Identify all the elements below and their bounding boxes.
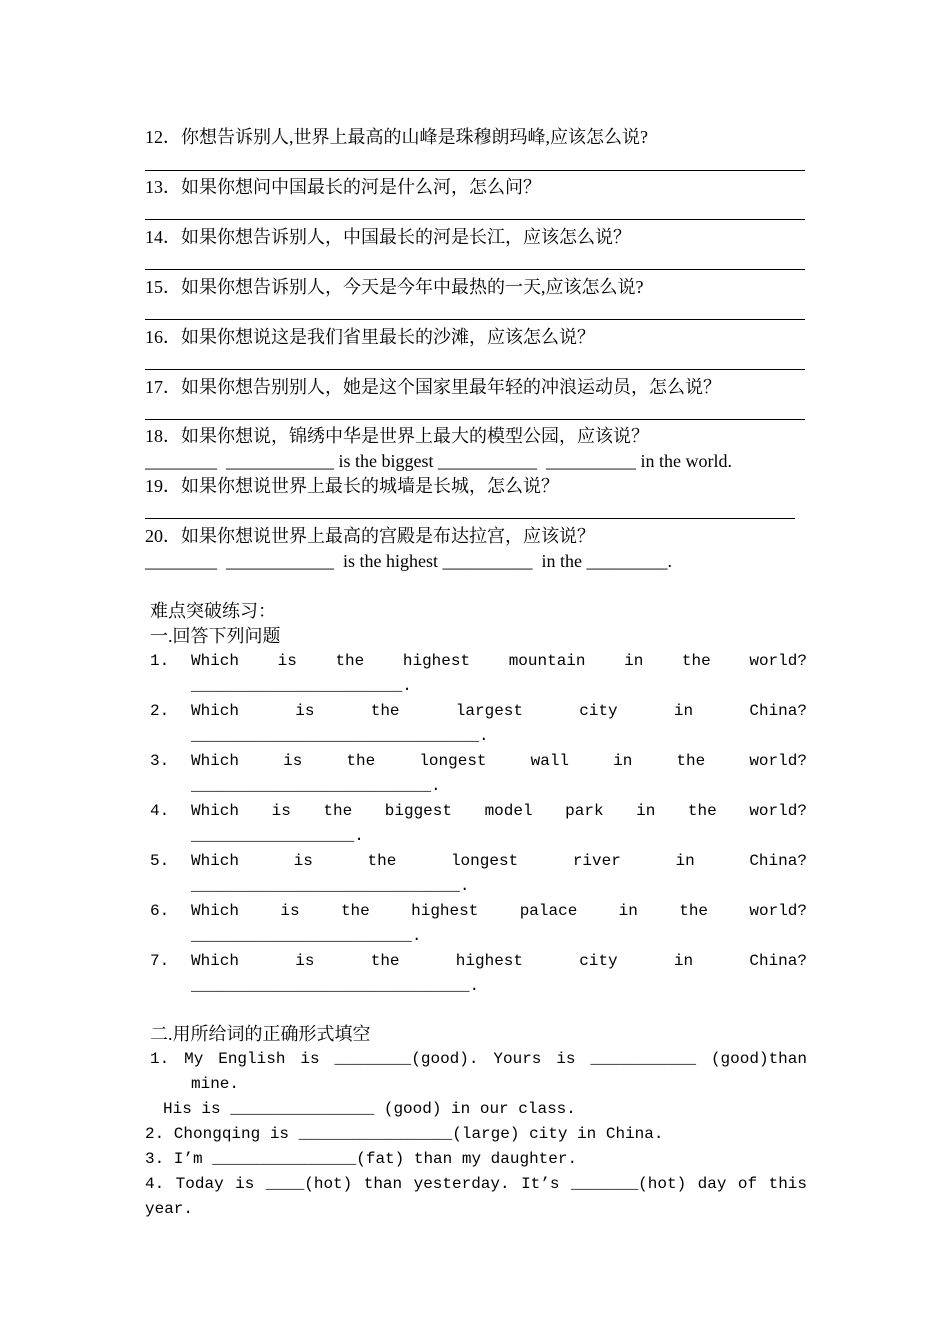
answer-line-13[interactable] [145,219,805,220]
question-word: China? [749,702,807,720]
question-word: Which [191,902,240,920]
question-word: the [367,852,397,870]
section2-line-3[interactable]: 2. Chongqing is ________________(large) city in China. [145,1125,664,1143]
section2-line-1b: mine. [191,1075,240,1093]
section1-item-number: 7. [150,952,170,970]
question-19: 19．如果你想说世界上最长的城墙是长城，怎么说？ [145,476,559,496]
fill-in-20[interactable]: ________ ____________ is the highest __________ in the _________. [145,551,672,571]
question-word: in [673,702,694,720]
section2-title: 二.用所给词的正确形式填空 [150,1024,371,1044]
section2-line-1: 1. My English is ________(good). Yours is ___________ (good)than [150,1050,807,1068]
question-word: the [681,652,711,670]
fill-in-18[interactable]: ________ ____________ is the biggest ___________ __________ in the world. [145,451,732,471]
section1-item-number: 6. [150,902,170,920]
answer-line-14[interactable] [145,269,805,270]
answer-line-15[interactable] [145,319,805,320]
question-word: is [277,652,297,670]
section1-title: 一.回答下列问题 [150,626,281,646]
difficulty-title: 难点突破练习： [150,601,276,621]
section1-item-number: 1. [150,652,170,670]
question-word: world? [749,752,807,770]
question-word: Which [191,652,240,670]
question-word: world? [749,802,807,820]
question-word: palace [519,902,578,920]
question-word: is [295,702,315,720]
question-15: 15．如果你想告诉别人，今天是今年中最热的一天,应该怎么说? [145,277,644,297]
section1-question-text [191,750,807,772]
question-word: Which [191,852,240,870]
question-word: the [346,752,376,770]
question-word: is [295,952,315,970]
question-word: biggest [384,802,452,820]
blank-hot-1[interactable]: ____(hot) [265,1175,353,1193]
question-word: is [293,852,313,870]
question-word: China? [749,852,807,870]
question-word: in [675,852,695,870]
answer-blank[interactable]: _____________________________. [191,977,480,995]
question-word: in [673,952,694,970]
question-17: 17．如果你想告别别人，她是这个国家里最年轻的冲浪运动员，怎么说？ [145,377,721,397]
question-word: longest [450,852,519,870]
question-word: the [370,952,400,970]
question-word: highest [455,952,523,970]
section1-item-number: 4. [150,802,170,820]
section1-question-text [191,650,807,672]
section2-line-5: 4. Today is ____(hot) than yesterday. It’s _______(hot) day of this [145,1175,807,1193]
answer-blank[interactable]: _______________________. [191,927,422,945]
question-12: 12．你想告诉别人,世界上最高的山峰是珠穆朗玛峰,应该怎么说? [145,127,648,147]
section1-question-text [191,700,807,722]
question-word: in [613,752,633,770]
section1-item-number: 5. [150,852,170,870]
question-13: 13．如果你想问中国最长的河是什么河，怎么问？ [145,177,541,197]
question-word: in [618,902,638,920]
question-word: is [280,902,300,920]
section2-line-5b: year. [145,1200,194,1218]
question-18: 18．如果你想说，锦绣中华是世界上最大的模型公园，应该说？ [145,426,649,446]
question-word: largest [455,702,523,720]
blank-good-2[interactable]: ___________ [590,1050,697,1068]
answer-line-16[interactable] [145,369,805,370]
question-word: city [579,952,618,970]
answer-blank[interactable]: _________________________. [191,777,441,795]
answer-line-17[interactable] [145,419,805,420]
question-word: the [340,902,370,920]
question-word: world? [749,652,807,670]
section1-question-text [191,800,807,822]
question-word: is [271,802,291,820]
question-word: in [636,802,656,820]
section1-item-number: 3. [150,752,170,770]
question-word: the [687,802,717,820]
question-20: 20．如果你想说世界上最高的宫殿是布达拉宫，应该说？ [145,526,595,546]
question-word: Which [191,952,240,970]
question-word: longest [419,752,487,770]
question-word: mountain [508,652,586,670]
question-word: the [679,902,709,920]
question-16: 16．如果你想说这是我们省里最长的沙滩，应该怎么说？ [145,327,595,347]
question-word: wall [530,752,570,770]
answer-blank[interactable]: ______________________. [191,677,412,695]
question-word: the [676,752,706,770]
section1-item-number: 2. [150,702,170,720]
answer-blank[interactable]: _________________. [191,827,364,845]
question-word: highest [411,902,479,920]
question-word: China? [749,952,807,970]
blank-good-1[interactable]: ________(good). [334,1050,479,1068]
answer-line-12[interactable] [145,170,805,171]
question-word: in [624,652,644,670]
question-word: is [283,752,303,770]
question-word: the [370,702,400,720]
section2-line-4[interactable]: 3. I’m _______________(fat) than my daughter. [145,1150,578,1168]
answer-blank[interactable]: ____________________________. [191,877,470,895]
question-word: highest [402,652,471,670]
question-word: model [484,802,533,820]
question-word: park [565,802,604,820]
answer-line-19[interactable] [145,518,795,519]
question-word: world? [749,902,807,920]
section2-line-2[interactable]: His is _______________ (good) in our class. [163,1100,576,1118]
question-word: the [323,802,353,820]
question-14: 14．如果你想告诉别人，中国最长的河是长江，应该怎么说？ [145,227,631,247]
question-word: river [572,852,621,870]
blank-hot-2[interactable]: _______(hot) [570,1175,687,1193]
question-word: Which [191,802,240,820]
answer-blank[interactable]: ______________________________. [191,727,489,745]
section1-question-text [191,850,807,872]
question-word: the [335,652,365,670]
question-word: city [579,702,618,720]
question-word: Which [191,702,240,720]
question-word: Which [191,752,240,770]
section1-question-text [191,950,807,972]
section1-question-text [191,900,807,922]
